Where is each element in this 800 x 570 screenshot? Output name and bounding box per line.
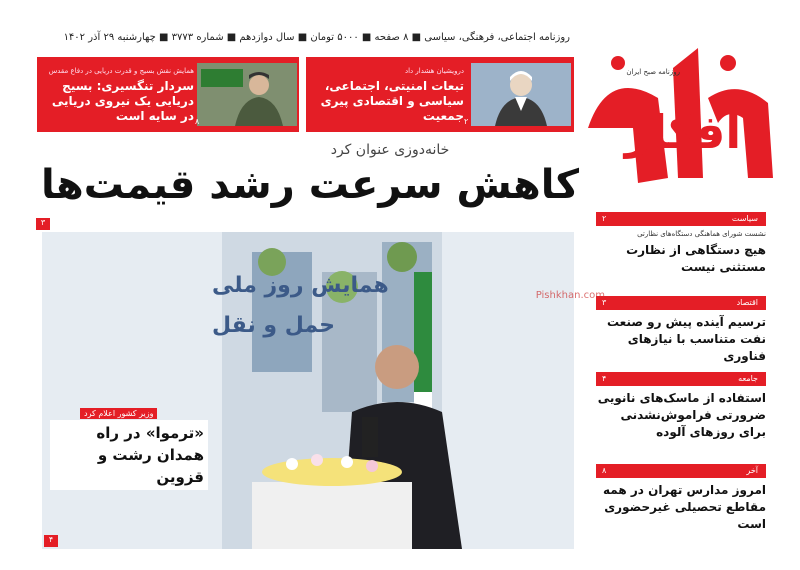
newspaper-logo xyxy=(578,8,788,188)
section-page: ۲ xyxy=(602,214,607,223)
section-label: سیاست xyxy=(731,214,758,223)
main-kicker: خانه‌دوزی عنوان کرد xyxy=(330,142,450,158)
section-label: آخر xyxy=(746,466,758,475)
sidebar-story-title[interactable]: امروز مدارس تهران در همه مقاطع تحصیلی غیرحضوری است xyxy=(603,483,766,531)
section-page: ۸ xyxy=(602,466,607,475)
sidebar-story-title[interactable]: ترسیم آینده پیش رو صنعت نفت متناسب با نیازهای فناوری xyxy=(606,315,766,363)
banner-mid-page: ۲ xyxy=(464,117,469,126)
banner-left-title: سردار تنگسیری: بسیج دریایی یک نیروی دریایی در سایه است xyxy=(51,79,194,123)
section-page: ۴ xyxy=(602,374,607,383)
banner-left-kicker: همایش نقش بسیج و قدرت دریایی در دفاع مقدس xyxy=(48,67,194,75)
cleric-photo xyxy=(471,63,571,126)
sidebar-section-last[interactable] xyxy=(596,464,766,478)
logo-wordmark: افکار xyxy=(624,105,742,159)
sidebar-kicker: نشست شورای هماهنگی دستگاه‌های نظارتی xyxy=(637,230,766,238)
commander-photo xyxy=(197,63,297,126)
banner-mid-title: تبعات امنیتی، اجتماعی، سیاسی و اقتصادی پیری جمعیت xyxy=(320,79,464,123)
sidebar-section-politics[interactable] xyxy=(596,212,766,226)
tagline: روزنامه صبح ایران xyxy=(626,68,680,76)
screen-text-line-2: حمل و نقل xyxy=(212,313,335,338)
section-label: جامعه xyxy=(738,374,758,383)
section-label: اقتصاد xyxy=(736,298,758,307)
watermark: Pishkhan.com xyxy=(535,290,605,301)
screen-text-line-1: همایش روز ملی xyxy=(212,273,389,298)
sidebar-story-title[interactable]: استفاده از ماسک‌های نانویی ضرورتی فراموش‌نشدنی برای روزهای آلوده xyxy=(597,391,766,439)
sidebar-section-society[interactable] xyxy=(596,372,766,386)
issue-line: روزنامه اجتماعی، فرهنگی، سیاسی ■ ۸ صفحه ■ ۵۰۰۰ تومان ■ سال دوازدهم ■ شماره ۳۷۷۳ ■ چهارشنبه ۲۹ آذر ۱۴۰۲ xyxy=(63,32,570,43)
banner-story-middle[interactable] xyxy=(306,57,574,132)
sidebar-story-title[interactable]: هیچ دستگاهی از نظارت مستثنی نیست xyxy=(626,243,766,274)
photo-caption-title[interactable]: «ترموا» در راه همدان رشت و قزوین xyxy=(50,420,208,490)
section-page: ۳ xyxy=(602,298,607,307)
masthead xyxy=(578,8,788,188)
main-headline[interactable]: کاهش سرعت رشد قیمت‌ها xyxy=(40,162,580,208)
banner-left-page: ۸ xyxy=(195,117,200,126)
photo-caption-kicker: وزیر کشور اعلام کرد xyxy=(80,408,157,419)
photo-page-badge: ۴ xyxy=(44,535,58,547)
banner-story-left[interactable] xyxy=(37,57,299,132)
banner-mid-kicker: درویشیان هشدار داد xyxy=(404,67,464,75)
sidebar-section-economy[interactable] xyxy=(596,296,766,310)
page-number-badge: ۳ xyxy=(36,218,50,230)
main-photo[interactable] xyxy=(42,232,574,549)
